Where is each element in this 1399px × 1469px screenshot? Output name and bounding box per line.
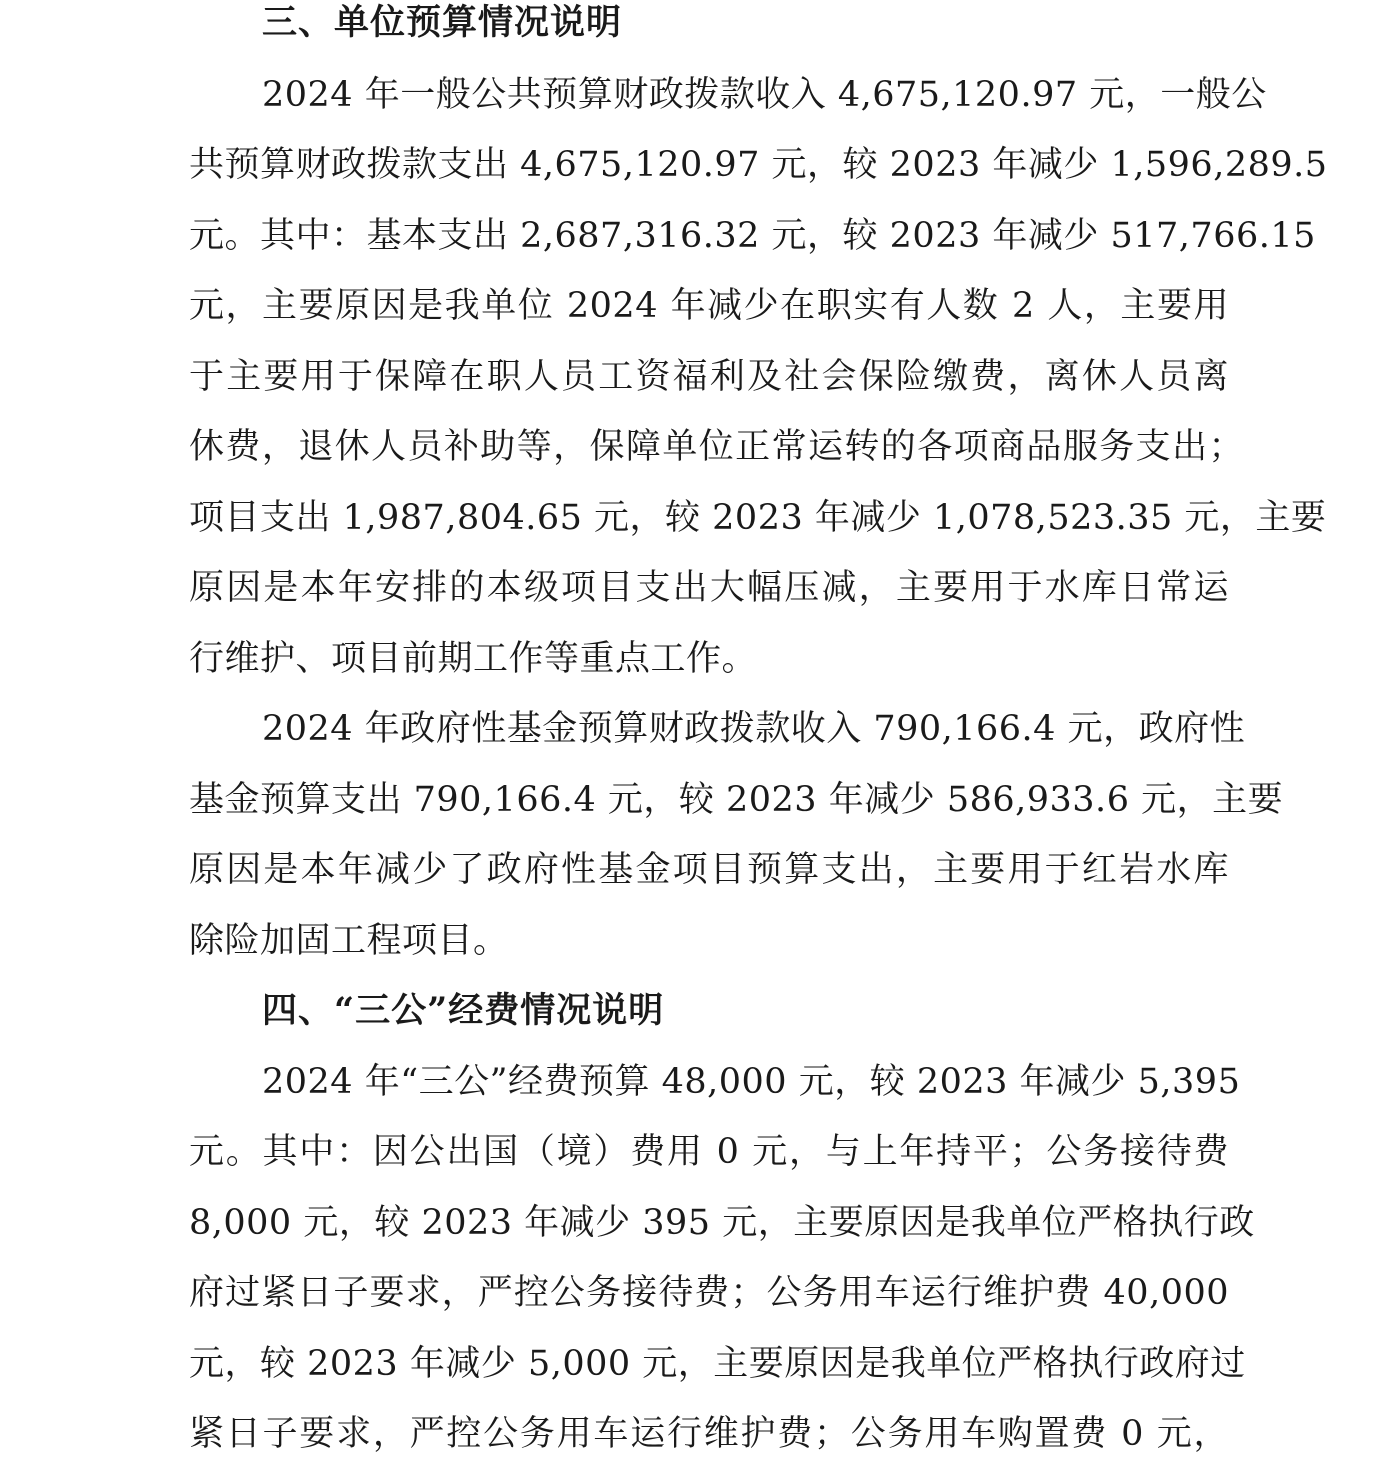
section3-para1-line: 元。其中：基本支出 2,687,316.32 元，较 2023 年减少 517,766.15	[189, 216, 1316, 256]
section3-heading: 三、单位预算情况说明	[262, 2, 623, 43]
section3-para1-line: 于主要用于保障在职人员工资福利及社会保险缴费，离休人员离	[189, 357, 1229, 397]
section4-heading: 四、“三公”经费情况说明	[262, 990, 665, 1031]
section3-para2-line: 原因是本年减少了政府性基金项目预算支出，主要用于红岩水库	[189, 850, 1229, 890]
section3-para1-line: 项目支出 1,987,804.65 元，较 2023 年减少 1,078,523.35 元，主要	[189, 498, 1327, 538]
section4-para1-line: 元，较 2023 年减少 5,000 元，主要原因是我单位严格执行政府过	[189, 1344, 1246, 1384]
section3-para2-line: 基金预算支出 790,166.4 元，较 2023 年减少 586,933.6 元，主要	[189, 780, 1284, 820]
section4-para1-line: 元。其中：因公出国（境）费用 0 元，与上年持平；公务接待费	[189, 1132, 1229, 1172]
section3-para2-line: 2024 年政府性基金预算财政拨款收入 790,166.4 元，政府性	[262, 709, 1246, 749]
section4-para1-line: 8,000 元，较 2023 年减少 395 元，主要原因是我单位严格执行政	[189, 1203, 1255, 1243]
section3-para1-line: 共预算财政拨款支出 4,675,120.97 元，较 2023 年减少 1,596,289.5	[189, 145, 1328, 185]
section4-para1-line: 紧日子要求，严控公务用车运行维护费；公务用车购置费 0 元，	[189, 1414, 1229, 1454]
section4-para1-line: 府过紧日子要求，严控公务接待费；公务用车运行维护费 40,000	[189, 1273, 1229, 1313]
section3-para1-line: 行维护、项目前期工作等重点工作。	[189, 639, 758, 679]
section3-para1-line: 2024 年一般公共预算财政拨款收入 4,675,120.97 元，一般公	[262, 75, 1267, 115]
section3-para1-line: 原因是本年安排的本级项目支出大幅压减，主要用于水库日常运	[189, 568, 1229, 608]
section3-para1-line: 元，主要原因是我单位 2024 年减少在职实有人数 2 人，主要用	[189, 286, 1229, 326]
section4-para1-line: 2024 年“三公”经费预算 48,000 元，较 2023 年减少 5,395	[262, 1062, 1241, 1102]
section3-para2-line: 除险加固工程项目。	[189, 921, 509, 961]
section3-para1-line: 休费，退休人员补助等，保障单位正常运转的各项商品服务支出；	[189, 427, 1244, 467]
